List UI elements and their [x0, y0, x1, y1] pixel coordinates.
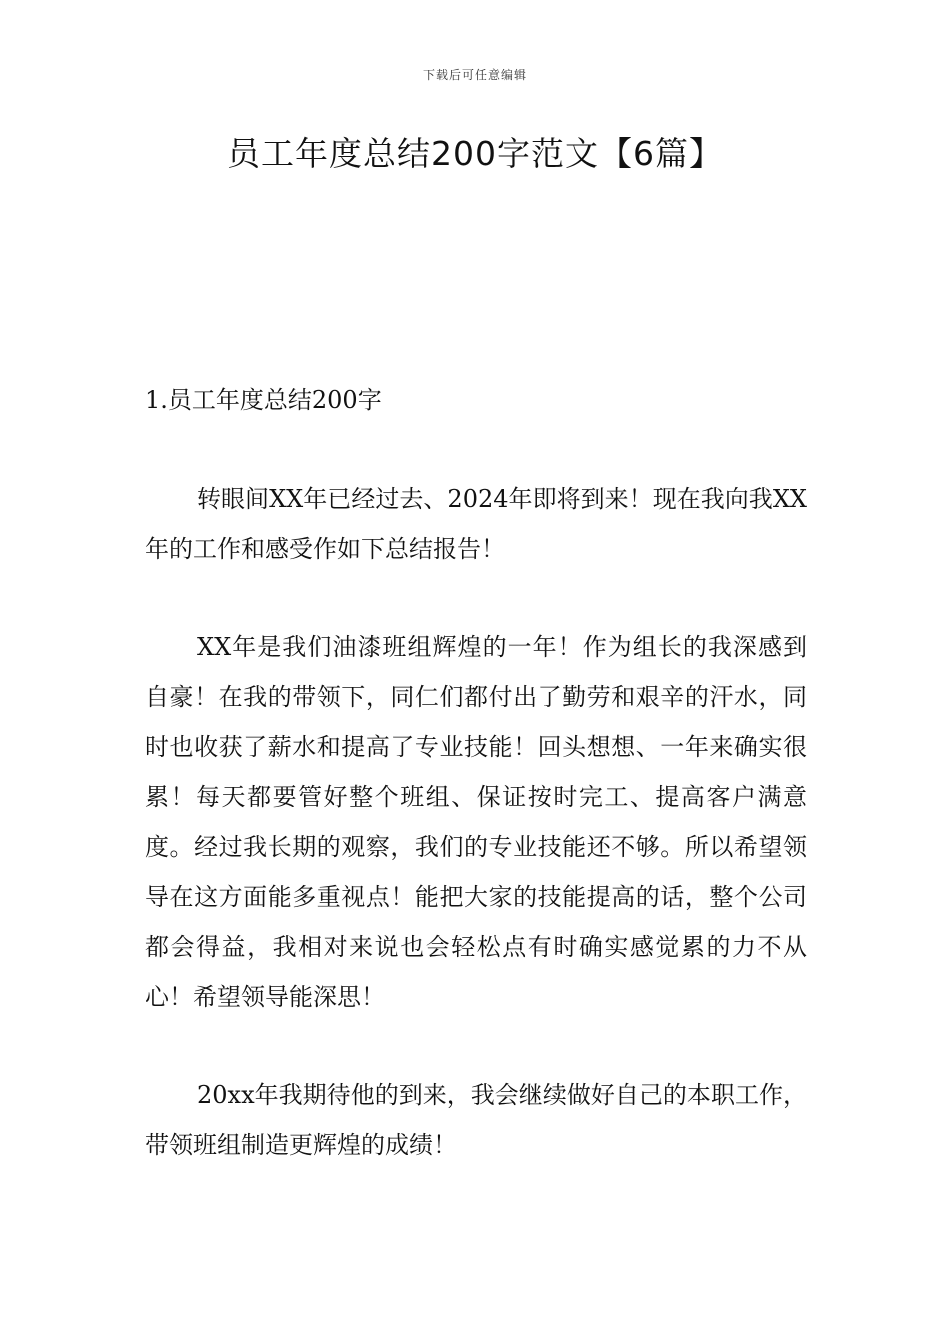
document-title: 员工年度总结200字范文【6篇】: [227, 134, 723, 173]
section-heading: 1.员工年度总结200字: [145, 386, 382, 414]
header-note: 下载后可任意编辑: [422, 68, 527, 82]
paragraph-2: XX年是我们油漆班组辉煌的一年！作为组长的我深感到自豪！在我的带领下，同仁们都付出了勤劳和艰辛的汗水，同时也收获了薪水和提高了专业技能！回头想想、一年来确实很累！每天都要管好整个班组、保证按时完工、提高客户满意度。经过我长期的观察，我们的专业技能还不够。所以希望领导在这方面能多重视点！能把大家的技能提高的话，整个公司都会得益，我相对来说也会轻松点有时确实感觉累的力不从心！希望领导能深思！: [145, 633, 807, 1011]
paragraph-1: 转眼间XX年已经过去、2024年即将到来！现在我向我XX年的工作和感受作如下总结报告！: [145, 485, 807, 563]
paragraph-3: 20xx年我期待他的到来，我会继续做好自己的本职工作，带领班组制造更辉煌的成绩！: [145, 1081, 807, 1159]
